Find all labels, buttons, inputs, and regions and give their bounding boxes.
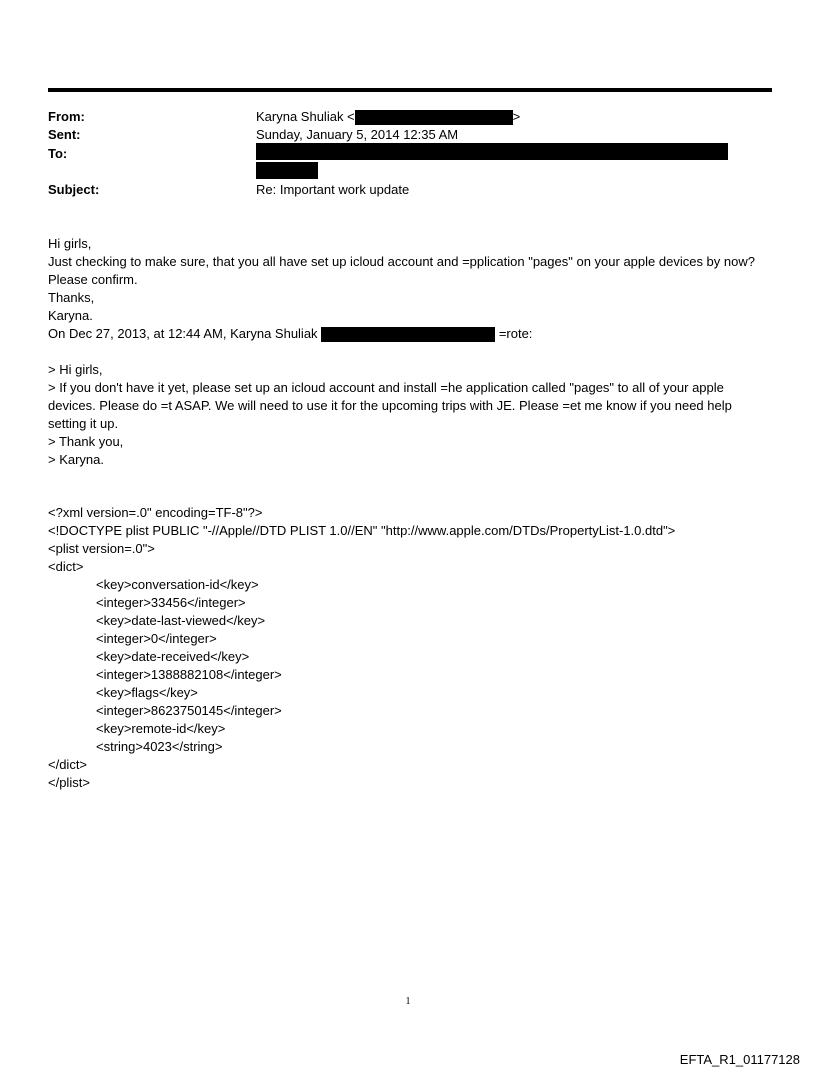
body-line: Thanks,: [48, 290, 95, 305]
quoted-line: > Thank you,: [48, 434, 124, 449]
xml-line: <plist version=.0">: [48, 541, 155, 556]
xml-line: <string>4023</string>: [96, 739, 223, 754]
to-redaction-line2: [256, 162, 318, 179]
xml-line: <key>flags</key>: [96, 685, 198, 700]
xml-line: <key>remote-id</key>: [96, 721, 226, 736]
xml-line: <integer>33456</integer>: [96, 595, 246, 610]
to-redaction-line1: [256, 143, 728, 160]
redaction-block: [355, 110, 513, 125]
xml-line: <integer>1388882108</integer>: [96, 667, 282, 682]
redaction-block: [321, 327, 495, 342]
xml-line: </plist>: [48, 775, 90, 790]
quoted-line: > If you don't have it yet, please set up an icloud account and install =he application called "pages" to all of your apple devices. Please do =t ASAP. We will need to use it for the upcoming trips with JE. Please =et me know if you need help setting it up.: [48, 380, 732, 431]
xml-line: <?xml version=.0" encoding=TF-8"?>: [48, 505, 263, 520]
to-label: To:: [48, 146, 68, 161]
header-rule: [48, 88, 772, 92]
xml-line: <key>conversation-id</key>: [96, 577, 259, 592]
quoted-line: > Hi girls,: [48, 362, 103, 377]
from-name: Karyna Shuliak <: [256, 109, 355, 124]
greeting: Hi girls,: [48, 236, 92, 251]
xml-line: <integer>0</integer>: [96, 631, 217, 646]
xml-line: </dict>: [48, 757, 88, 772]
subject-value: Re: Important work update: [256, 182, 410, 197]
body-line: Karyna.: [48, 308, 93, 323]
quote-intro-text: On Dec 27, 2013, at 12:44 AM, Karyna Shuliak: [48, 326, 318, 341]
xml-line: <dict>: [48, 559, 84, 574]
quote-intro-tail: =rote:: [498, 326, 533, 341]
page-number: 1: [405, 996, 411, 1007]
xml-line: <integer>8623750145</integer>: [96, 703, 282, 718]
subject-label: Subject:: [48, 182, 100, 197]
body-line: Please confirm.: [48, 272, 138, 287]
document-id: EFTA_R1_01177128: [679, 1052, 800, 1067]
plist-block: [48, 504, 675, 792]
quoted-line: > Karyna.: [48, 452, 105, 467]
body-line: Just checking to make sure, that you all have set up icloud account and =pplication "pages" on your apple devices by now?: [48, 254, 755, 269]
from-value: [256, 108, 520, 125]
xml-line: <!DOCTYPE plist PUBLIC "-//Apple//DTD PLIST 1.0//EN" "http://www.apple.com/DTDs/PropertyList-1.0.dtd">: [48, 523, 676, 538]
sent-value: Sunday, January 5, 2014 12:35 AM: [256, 127, 459, 142]
xml-line: <key>date-received</key>: [96, 649, 250, 664]
sent-label: Sent:: [48, 127, 81, 142]
quote-intro: [48, 325, 768, 343]
xml-line: <key>date-last-viewed</key>: [96, 613, 266, 628]
from-label: From:: [48, 109, 85, 124]
from-suffix: >: [512, 109, 521, 124]
message-body: [48, 235, 768, 469]
